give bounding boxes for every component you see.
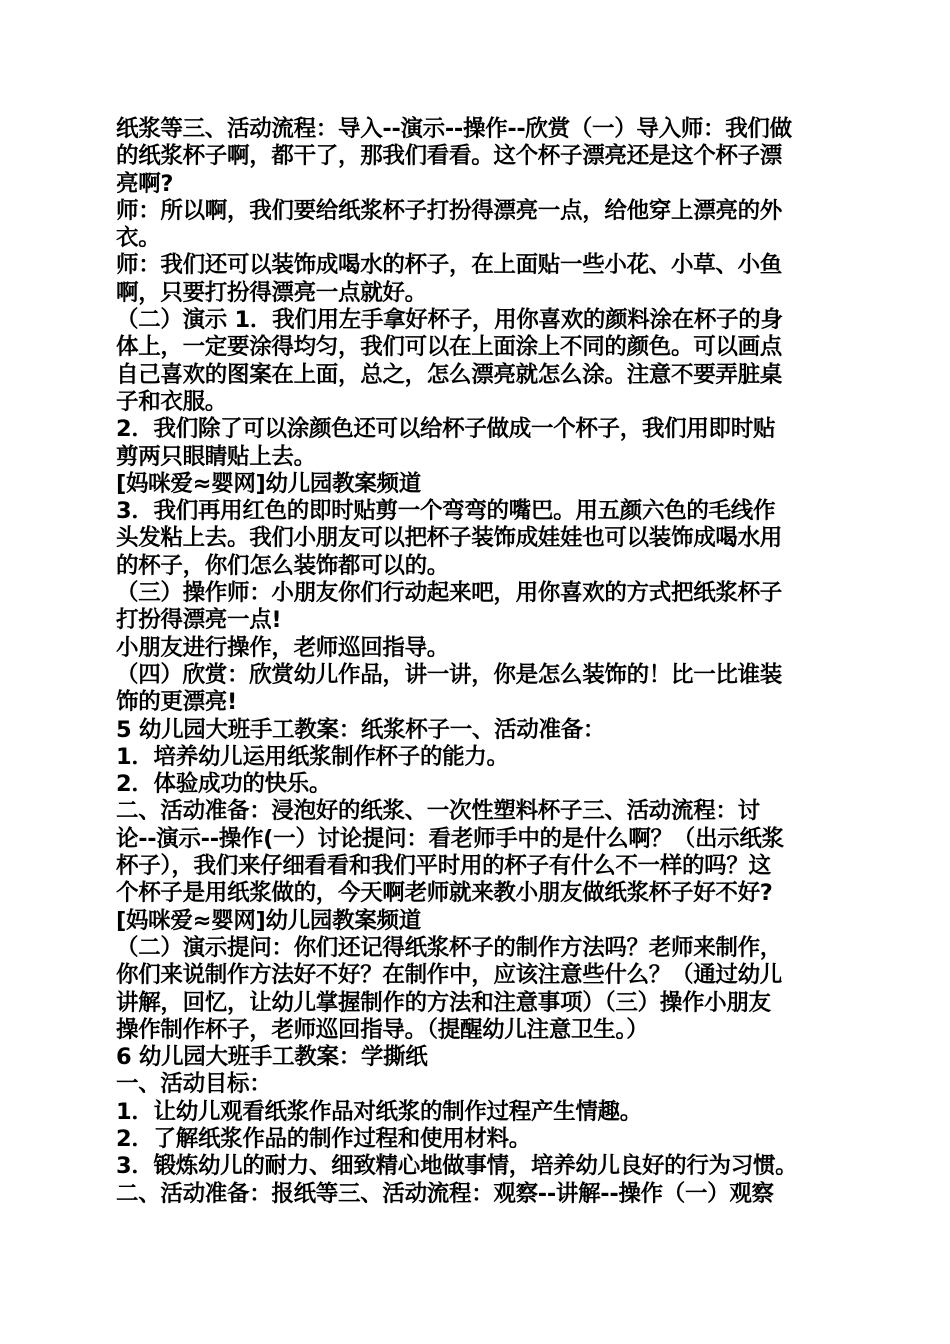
text-line: [妈咪爱≈婴网]幼儿园教案频道 (116, 907, 421, 934)
text-line: 二、活动准备：报纸等三、活动流程：观察--讲解--操作（一）观察 (116, 1180, 774, 1207)
text-line: 子和衣服。 (116, 388, 228, 415)
text-line: 小朋友进行操作，老师巡回指导。 (116, 634, 450, 661)
text-line: 打扮得漂亮一点! (116, 607, 282, 634)
text-line: 2．我们除了可以涂颜色还可以给杯子做成一个杯子，我们用即时贴 (116, 416, 776, 443)
text-line: （二）演示 1．我们用左手拿好杯子，用你喜欢的颜料涂在杯子的身 (116, 307, 783, 334)
text-line: 一、活动目标： (116, 1071, 272, 1098)
text-line: 饰的更漂亮! (116, 689, 237, 716)
text-line: 6 幼儿园大班手工教案：学撕纸 (116, 1044, 428, 1071)
text-line: 师：我们还可以装饰成喝水的杯子，在上面贴一些小花、小草、小鱼 (116, 252, 783, 279)
text-line: [妈咪爱≈婴网]幼儿园教案频道 (116, 470, 421, 497)
text-line: 师：所以啊，我们要给纸浆杯子打扮得漂亮一点，给他穿上漂亮的外 (116, 197, 783, 224)
text-line: （四）欣赏：欣赏幼儿作品，讲一讲，你是怎么装饰的！比一比谁装 (116, 661, 783, 688)
text-line: 3．我们再用红色的即时贴剪一个弯弯的嘴巴。用五颜六色的毛线作 (116, 498, 776, 525)
text-line: 1．让幼儿观看纸浆作品对纸浆的制作过程产生情趣。 (116, 1098, 642, 1125)
text-line: 论--演示--操作(一）讨论提问：看老师手中的是什么啊？（出示纸浆 (116, 825, 784, 852)
text-line: 你们来说制作方法好不好？在制作中，应该注意些什么？（通过幼儿 (116, 962, 783, 989)
text-line: 剪两只眼睛贴上去。 (116, 443, 316, 470)
text-line: 5 幼儿园大班手工教案：纸浆杯子一、活动准备： (116, 716, 606, 743)
text-line: 衣。 (116, 225, 161, 252)
text-line: 2．体验成功的快乐。 (116, 771, 332, 798)
text-line: 1．培养幼儿运用纸浆制作杯子的能力。 (116, 743, 509, 770)
text-line: 啊，只要打扮得漂亮一点就好。 (116, 279, 427, 306)
text-line: 亮啊? (116, 170, 174, 197)
text-line: （二）演示提问：你们还记得纸浆杯子的制作方法吗？老师来制作， (116, 934, 783, 961)
text-line: 杯子），我们来仔细看看和我们平时用的杯子有什么不一样的吗？这 (116, 853, 771, 880)
text-line: 头发粘上去。我们小朋友可以把杯子装饰成娃娃也可以装饰成喝水用 (116, 525, 783, 552)
text-line: 讲解，回忆，让幼儿掌握制作的方法和注意事项）（三）操作小朋友 (116, 989, 771, 1016)
text-line: 的杯子，你们怎么装饰都可以的。 (116, 552, 450, 579)
text-line: 体上，一定要涂得均匀，我们可以在上面涂上不同的颜色。可以画点 (116, 334, 783, 361)
text-line: 二、活动准备：浸泡好的纸浆、一次性塑料杯子三、活动流程：讨 (116, 798, 760, 825)
text-line: 的纸浆杯子啊，都干了，那我们看看。这个杯子漂亮还是这个杯子漂 (116, 143, 783, 170)
text-line: 个杯子是用纸浆做的，今天啊老师就来教小朋友做纸浆杯子好不好? (116, 880, 773, 907)
text-line: 2．了解纸浆作品的制作过程和使用材料。 (116, 1125, 531, 1152)
body-text (116, 116, 838, 1208)
text-line: （三）操作师：小朋友你们行动起来吧，用你喜欢的方式把纸浆杯子 (116, 580, 783, 607)
text-line: 3．锻炼幼儿的耐力、细致精心地做事情，培养幼儿良好的行为习惯。 (116, 1153, 798, 1180)
text-line: 自己喜欢的图案在上面，总之，怎么漂亮就怎么涂。注意不要弄脏桌 (116, 361, 783, 388)
text-line: 操作制作杯子，老师巡回指导。（提醒幼儿注意卫生。） (116, 1016, 649, 1043)
text-line: 纸浆等三、活动流程：导入--演示--操作--欣赏（一）导入师：我们做 (116, 116, 792, 142)
